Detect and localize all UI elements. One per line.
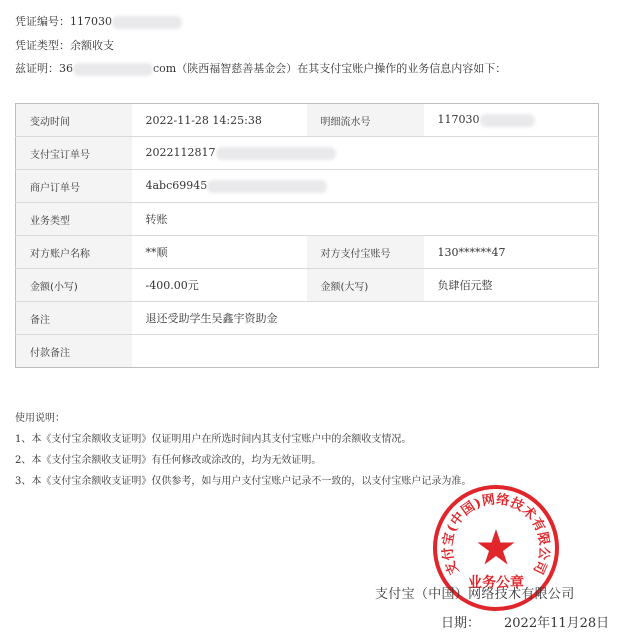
table-row xyxy=(16,269,599,302)
redaction-mark xyxy=(216,147,336,160)
redaction-mark xyxy=(480,114,535,127)
seal-bottom-text: 业务公章 xyxy=(468,575,524,591)
merchant-order-cell xyxy=(132,170,599,203)
usage-notes-title: 使用说明： xyxy=(15,413,65,424)
table-row xyxy=(16,104,599,137)
proof-account-end: com xyxy=(153,62,177,75)
business-type-label: 业务类型 xyxy=(16,203,132,236)
table-row xyxy=(16,302,599,335)
table-row xyxy=(16,170,599,203)
merchant-order-label: 商户订单号 xyxy=(16,170,132,203)
table-row xyxy=(16,203,599,236)
serial-number-value: 117030 xyxy=(437,113,480,127)
issuing-company: 支付宝（中国）网络技术有限公司 xyxy=(375,587,575,602)
issue-date-line xyxy=(441,612,609,631)
usage-note-item: 1、本《支付宝余额收支证明》仅证明用户在所选时间内其支付宝账户中的余额收支情况。 xyxy=(15,434,412,445)
amount-words-label: 金额(大写) xyxy=(307,269,424,302)
counterparty-name-label: 对方账户名称 xyxy=(16,236,132,269)
usage-note-item: 3、本《支付宝余额收支证明》仅供参考，如与用户支付宝账户记录不一致的，以支付宝账户记录为准。 xyxy=(15,476,472,487)
remark-value: 退还受助学生吴鑫宇资助金 xyxy=(132,302,599,335)
proof-statement xyxy=(15,60,506,76)
change-time-value: 2022-11-28 14:25:38 xyxy=(132,104,307,137)
voucher-type-line xyxy=(15,37,114,53)
proof-account-start: 36 xyxy=(59,62,73,75)
date-label: 日期： xyxy=(441,616,481,631)
amount-words-value: 负肆佰元整 xyxy=(424,269,599,302)
proof-prefix: 兹证明： xyxy=(15,62,59,75)
merchant-order-value: 4abc69945 xyxy=(145,179,208,193)
voucher-number-label: 凭证编号： xyxy=(15,15,70,28)
counterparty-account-value: 130******47 xyxy=(424,236,599,269)
redaction-mark xyxy=(112,16,182,29)
counterparty-name-value: **顺 xyxy=(132,236,307,269)
transaction-detail-table xyxy=(15,103,599,368)
business-type-value: 转账 xyxy=(132,203,599,236)
proof-text: （陕西福智慈善基金会）在其支付宝账户操作的业务信息内容如下： xyxy=(176,62,507,75)
voucher-type-value: 余额收支 xyxy=(70,39,114,52)
counterparty-account-label: 对方支付宝账号 xyxy=(307,236,424,269)
usage-notes xyxy=(15,408,471,492)
voucher-number-value: 117030 xyxy=(70,15,112,28)
voucher-number-line xyxy=(15,13,182,29)
amount-figures-value: -400.00元 xyxy=(132,269,307,302)
redaction-mark xyxy=(73,63,153,76)
payment-remark-label: 付款备注 xyxy=(16,335,132,368)
remark-label: 备注 xyxy=(16,302,132,335)
date-value: 2022年11月28日 xyxy=(504,616,610,631)
alipay-order-value: 2022112817 xyxy=(145,146,216,160)
table-row xyxy=(16,236,599,269)
amount-figures-label: 金额(小写) xyxy=(16,269,132,302)
alipay-order-label: 支付宝订单号 xyxy=(16,137,132,170)
usage-note-item: 2、本《支付宝余额收支证明》有任何修改或涂改的，均为无效证明。 xyxy=(15,455,322,466)
change-time-label: 变动时间 xyxy=(16,104,132,137)
payment-remark-value xyxy=(132,335,599,368)
table-row xyxy=(16,335,599,368)
table-row xyxy=(16,137,599,170)
seal-arc-text: 支付宝(中国)网络技术有限公司 xyxy=(440,492,552,577)
alipay-order-cell xyxy=(132,137,599,170)
serial-number-label: 明细流水号 xyxy=(307,104,424,137)
voucher-type-label: 凭证类型： xyxy=(15,39,70,52)
redaction-mark xyxy=(207,180,327,193)
serial-number-cell xyxy=(424,104,599,137)
